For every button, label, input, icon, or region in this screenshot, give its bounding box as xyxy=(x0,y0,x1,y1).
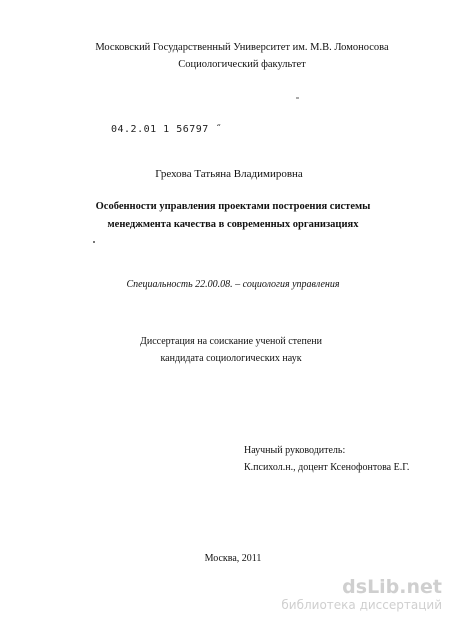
scan-speck xyxy=(296,97,299,99)
registration-code: 04.2.01 1 56797 ˝ xyxy=(111,124,222,135)
faculty-name: Социологический факультет xyxy=(178,59,306,70)
scan-speck xyxy=(93,241,95,243)
advisor-label: Научный руководитель: xyxy=(244,445,346,456)
advisor-name: К.психол.н., доцент Ксенофонтова Е.Г. xyxy=(244,462,410,473)
specialty: Специальность 22.00.08. – социология управления xyxy=(126,279,340,290)
university-name: Московский Государственный Университет им. М.В. Ломоносова xyxy=(95,42,389,53)
watermark-logo: dsLib.net xyxy=(342,576,442,598)
dslib-watermark xyxy=(281,577,442,612)
dissertation-title-line-1: Особенности управления проектами построения системы xyxy=(95,201,371,212)
author-name: Грехова Татьяна Владимировна xyxy=(155,168,303,180)
degree-line-1: Диссертация на соискание ученой степени xyxy=(140,336,322,347)
watermark-subtitle: библиотека диссертаций xyxy=(281,598,442,612)
dissertation-title-line-2: менеджмента качества в современных организациях xyxy=(107,219,359,230)
place-and-year: Москва, 2011 xyxy=(204,553,262,564)
degree-line-2: кандидата социологических наук xyxy=(160,353,302,364)
